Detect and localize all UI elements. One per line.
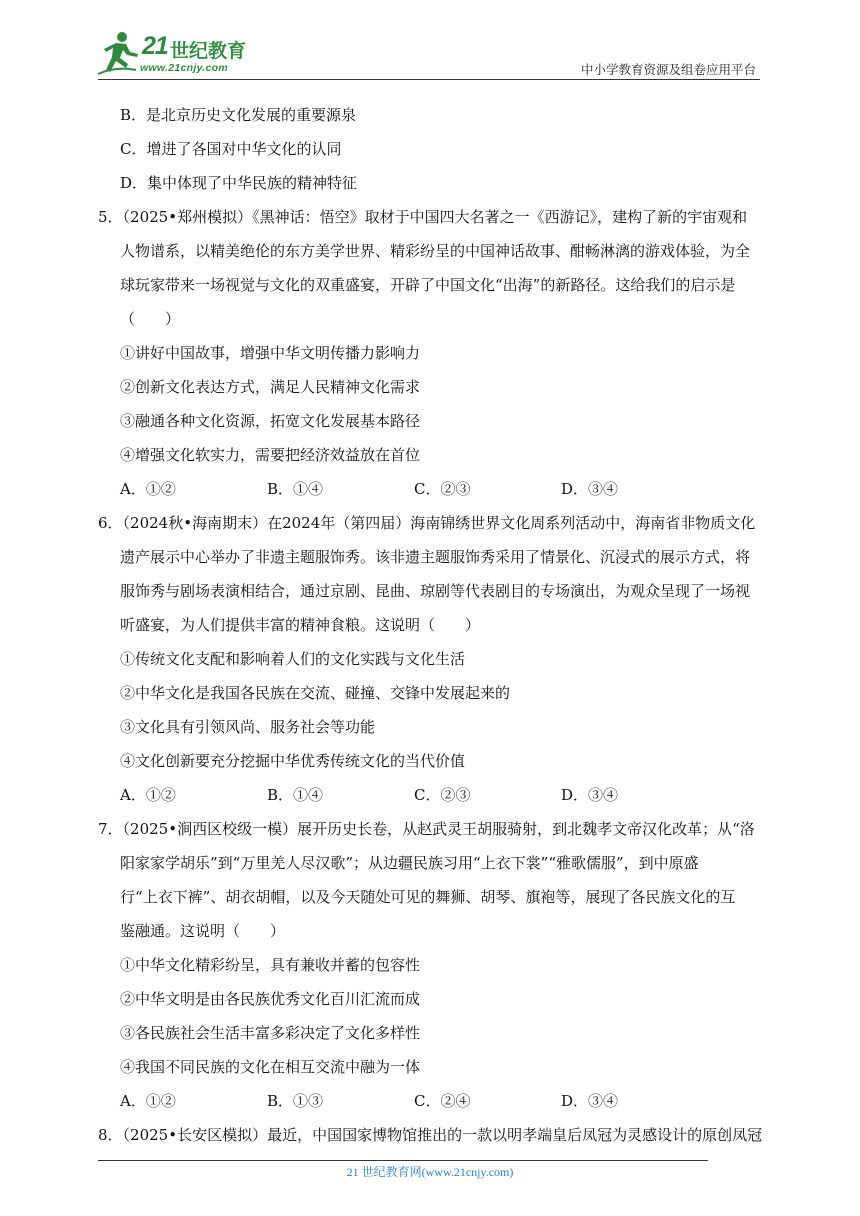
question-stem-line: 球玩家带来一场视觉与文化的双重盛宴，开辟了中国文化“出海”的新路径。这给我们的启示是 — [120, 276, 736, 294]
question-8-stem: 8．（2025•长安区模拟）最近，中国国家博物馆推出的一款以明孝端皇后凤冠为灵感设计的原创凤冠 — [98, 1126, 763, 1144]
question-stem-line: 阳家家学胡乐”到“万里羌人尽汉歌”；从边疆民族习用“上衣下裳”“雅歌儒服”，到中原盛 — [120, 854, 699, 872]
statement: ④我国不同民族的文化在相互交流中融为一体 — [120, 1058, 421, 1076]
statement: ④文化创新要充分挖掘中华优秀传统文化的当代价值 — [120, 752, 466, 770]
statement: ②创新文化表达方式，满足人民精神文化需求 — [120, 378, 421, 396]
answer-options — [98, 778, 770, 812]
answer-options — [98, 472, 770, 506]
logo-url: www.21cnjy.com — [140, 62, 229, 74]
statement: ①中华文化精彩纷呈，具有兼收并蓄的包容性 — [120, 956, 421, 974]
question-stem-line: 鉴融通。这说明（ ） — [120, 922, 286, 940]
question-6 — [98, 506, 770, 812]
top-option-b: B．是北京历史文化发展的重要源泉 — [120, 106, 357, 124]
question-stem-line: 遗产展示中心举办了非遗主题服饰秀。该非遗主题服饰秀采用了情景化、沉浸式的展示方式，将 — [120, 548, 751, 566]
statement: ③文化具有引领风尚、服务社会等功能 — [120, 718, 376, 736]
footer-divider — [98, 1160, 708, 1161]
option-d[interactable]: D．③④ — [561, 786, 619, 804]
statement: ②中华文明是由各民族优秀文化百川汇流而成 — [120, 990, 421, 1008]
option-b[interactable]: B．①③ — [267, 1092, 324, 1110]
statement: ②中华文化是我国各民族在交流、碰撞、交锋中发展起来的 — [120, 684, 511, 702]
top-option-d: D．集中体现了中华民族的精神特征 — [120, 174, 358, 192]
question-stem-line: 6．（2024秋•海南期末）在2024年（第四届）海南锦绣世界文化周系列活动中，海南省非物质文化 — [98, 514, 756, 532]
logo-name: 世纪教育 — [170, 40, 247, 62]
statement: ①讲好中国故事，增强中华文明传播力影响力 — [120, 344, 421, 362]
site-logo[interactable] — [96, 30, 266, 76]
platform-title: 中小学教育资源及组卷应用平台 — [580, 62, 756, 77]
question-7 — [98, 812, 770, 1118]
option-a[interactable]: A．①② — [120, 1092, 176, 1110]
statement: ①传统文化支配和影响着人们的文化实践与文化生活 — [120, 650, 466, 668]
statement: ④增强文化软实力，需要把经济效益放在首位 — [120, 446, 421, 464]
question-stem-line: 人物谱系，以精美绝伦的东方美学世界、精彩纷呈的中国神话故事、酣畅淋漓的游戏体验，为全 — [120, 242, 751, 260]
option-c[interactable]: C．②③ — [414, 480, 471, 498]
question-stem-line: 听盛宴，为人们提供丰富的精神食粮。这说明（ ） — [120, 616, 481, 634]
option-c[interactable]: C．②④ — [414, 1092, 471, 1110]
option-c[interactable]: C．②③ — [414, 786, 471, 804]
header-divider — [98, 79, 760, 80]
logo-number: 21 — [142, 32, 168, 60]
option-a[interactable]: A．①② — [120, 480, 176, 498]
runner-logo-icon — [96, 30, 144, 76]
option-a[interactable]: A．①② — [120, 786, 176, 804]
option-b[interactable]: B．①④ — [267, 786, 324, 804]
statement: ③各民族社会生活丰富多彩决定了文化多样性 — [120, 1024, 421, 1042]
option-d[interactable]: D．③④ — [561, 1092, 619, 1110]
question-stem-line: （ ） — [120, 310, 181, 328]
question-5 — [98, 200, 770, 506]
page-header — [0, 0, 860, 84]
answer-options — [98, 1084, 770, 1118]
option-d[interactable]: D．③④ — [561, 480, 619, 498]
document-body — [98, 98, 770, 1152]
footer-link[interactable]: 21 世纪教育网(www.21cnjy.com) — [346, 1165, 514, 1179]
option-b[interactable]: B．①④ — [267, 480, 324, 498]
question-stem-line: 5．（2025•郑州模拟）《黑神话：悟空》取材于中国四大名著之一《西游记》，建构了新的宇宙观和 — [98, 208, 748, 226]
question-stem-line: 服饰秀与剧场表演相结合，通过京剧、昆曲、琼剧等代表剧目的专场演出，为观众呈现了一场视 — [120, 582, 751, 600]
top-option-c: C．增进了各国对中华文化的认同 — [120, 140, 342, 158]
question-stem-line: 7．（2025•涧西区校级一模）展开历史长卷，从赵武灵王胡服骑射，到北魏孝文帝汉化改革；从“洛 — [98, 820, 755, 838]
question-stem-line: 行“上衣下裤”、胡衣胡帽，以及今天随处可见的舞狮、胡琴、旗袍等，展现了各民族文化的互 — [120, 888, 736, 906]
statement: ③融通各种文化资源，拓宽文化发展基本路径 — [120, 412, 421, 430]
